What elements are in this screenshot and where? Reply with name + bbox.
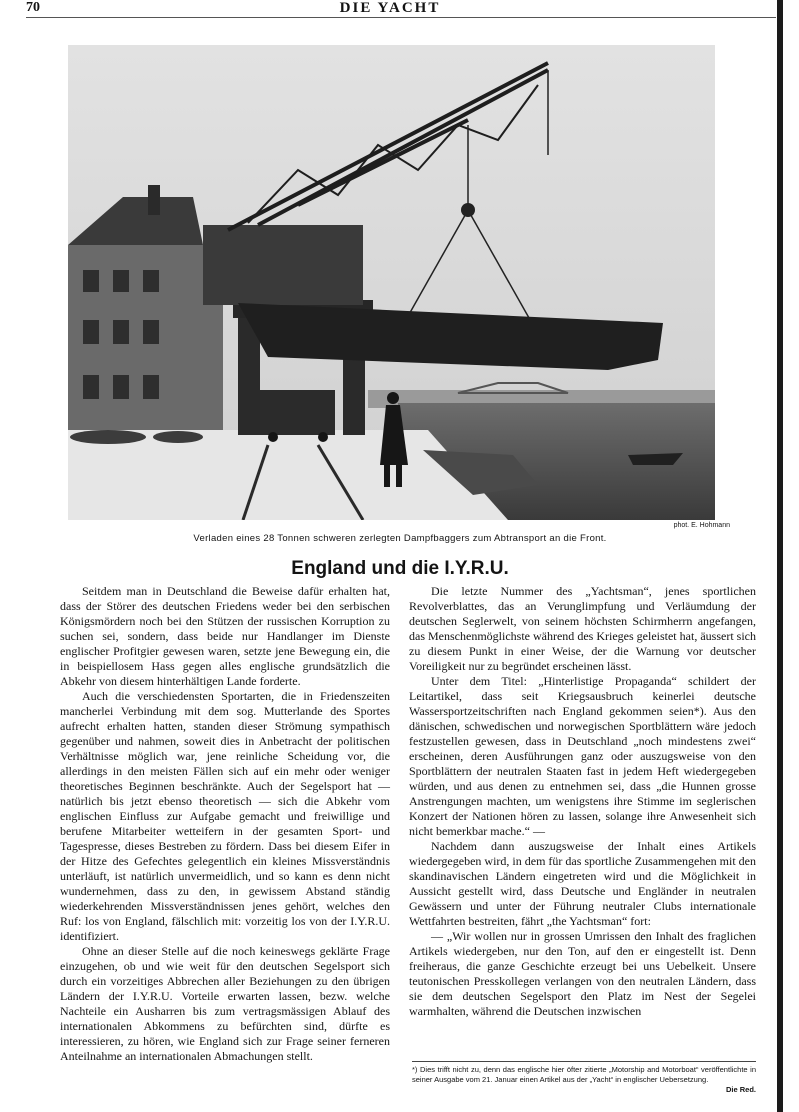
header-rule <box>26 17 776 18</box>
footnote-text: *) Dies trifft nicht zu, denn das englische hier öfter zitierte „Motorship and Motorboat“ veröffentlichte in seiner Ausgabe vom 21. Januar einen Artikel aus der „Yacht“ in englischer Uebersetzung. <box>412 1065 756 1084</box>
paragraph: Ohne an dieser Stelle auf die noch keineswegs geklärte Frage einzugehen, ob und wie weit für den deutschen Segelsport sich durch ein vorzeitiges Abbrechen aller Beziehungen zu den übrigen Ländern der I.Y.R.U. Vorteile erwarten lassen, bezw. welche Nachteile ein Ausharren bis zum vertragsmässigen Ablauf des internationalen Abkommens zu befürchten sind, dürfte es interessieren, zu hören, wie England sich zur Frage seiner ferneren Anteilnahme an internationalen Abmachungen stellt. <box>60 944 390 1063</box>
article-title: England und die I.Y.R.U. <box>291 558 509 579</box>
paragraph: Nachdem dann auszugsweise der Inhalt eines Artikels wiedergegeben wird, in dem für das sportliche Zusammengehen mit den skandinavischen Ländern eingetreten wird und die Möglichkeit in Aussicht gestellt wird, dass Deutsche und Engländer in neutralen Gewässern und unter der Führung neutraler Clubs internationale Wettfahrten bestreiten, fährt „the Yachtsman“ fort: <box>409 839 757 928</box>
footnote-rule <box>412 1061 756 1062</box>
figure-caption: Verladen eines 28 Tonnen schweren zerlegten Dampfbaggers zum Abtransport an die Front. <box>193 533 607 544</box>
footnote <box>412 1065 756 1095</box>
paragraph: Die letzte Nummer des „Yachtsman“, jenes sportlichen Revolverblattes, das an Verunglimpfung und Verläumdung der deutschen Seglerwelt, von seinem höchsten Schirmherrn angefangen, das Menschenmöglichste während des Krieges geleistet hat, äussert sich zu diesem Punkt in einer Weise, der die Warnung vor deutscher Voreiligkeit nur zu begründet erscheinen lässt. <box>409 584 756 673</box>
photo-credit: phot. E. Hohmann <box>673 522 730 529</box>
paragraph: — „Wir wollen nur in grossen Umrissen den Inhalt des fraglichen Artikels wiedergeben, nur den Ton, auf den er eingestellt ist. Denn freiheraus, die ganze Geschichte erzeugt bei uns Uebelkeit. Unsere teutonischen Presskollegen verlangen von den neutralen Ländern, dass sie dem deutschen Segelsport den Platz im Nest der Segelei warmhalten, während die Deutschen inzwischen <box>409 929 756 1018</box>
page-number: 70 <box>26 0 40 15</box>
footnote-signature: Die Red. <box>725 1085 756 1094</box>
crane-photograph <box>68 45 715 520</box>
running-head: DIE YACHT <box>339 0 441 16</box>
paragraph: Auch die verschiedensten Sportarten, die in Friedenszeiten mancherlei Verbindung mit dem sog. Mutterlande des Sportes aufrecht erhalten hatten, standen dieser Strömung sympathisch gegenüber und nahmen, soweit dies in Anbetracht der politischen Verhältnisse möglich war, jene reinliche Scheidung vor, die allerdings in den meisten Fällen sich auf ein mehr oder weniger theoretisches Beginnen beschränkte. Auch der Segelsport hat — natürlich bis jetzt ebenso theoretisch — sich die Abkehr vom englischen Einfluss zur Aufgabe gemacht und freiwillige und berufene Mitarbeiter wetteifern in der gesamten Sport- und Tagespresse, dieses Bestreben zu fördern. Dass bei diesem Eifer in der Hitze des Gefechtes gelegentlich ein kleines Missverständnis unterläuft, ist natürlich unvermeidlich, und so kann es denn nicht wundernehmen, dass zu den, in gewissem Abstand ständig wiederkehrenden Missverständnissen jenes gehört, welches den Ruf: los von England, fälschlich mit: vorzeitig los von der I.Y.R.U. identifiziert. <box>60 689 390 943</box>
article-left-column <box>60 584 390 1064</box>
page-edge <box>777 0 783 1112</box>
paragraph: Seitdem man in Deutschland die Beweise dafür erhalten hat, dass der Störer des deutschen Friedens weder bei den serbischen Königsmördern noch bei den Stützen der russischen Korruption zu suchen sei, sondern, dass beide nur Handlanger im Dienste englischer Profitgier gewesen waren, setzte jene Bewegung ein, die in beispiellosem Hass gegen alles englische grundsätzlich die Abkehr von diesem hinterhältigen Lande forderte. <box>60 584 390 688</box>
article-right-column <box>409 584 756 1019</box>
paragraph: Unter dem Titel: „Hinterlistige Propaganda“ schildert der Leitartikel, dass seit Kriegsausbruch keinerlei deutsche Wassersportzeitschriften nach England gekommen seien*). Aus den dänischen, schwedischen und norwegischen Sportblättern wäre jedoch festzustellen gewesen, dass in Deutschland „noch mindestens zwei“ erscheinen, deren Ausführungen ganz oder auszugsweise von den Sportblättern der neutralen Staaten fast in jedem Heft wiedergegeben würden, und aus denen zu entnehmen sei, dass „die Hunnen grosse Anstrengungen machten, um wenigstens ihre Stimme im seglerischen Konzert der Nationen hören zu lassen, solange ihre Anwesenheit sich nicht bemerkbar mache.“ — <box>409 674 756 838</box>
